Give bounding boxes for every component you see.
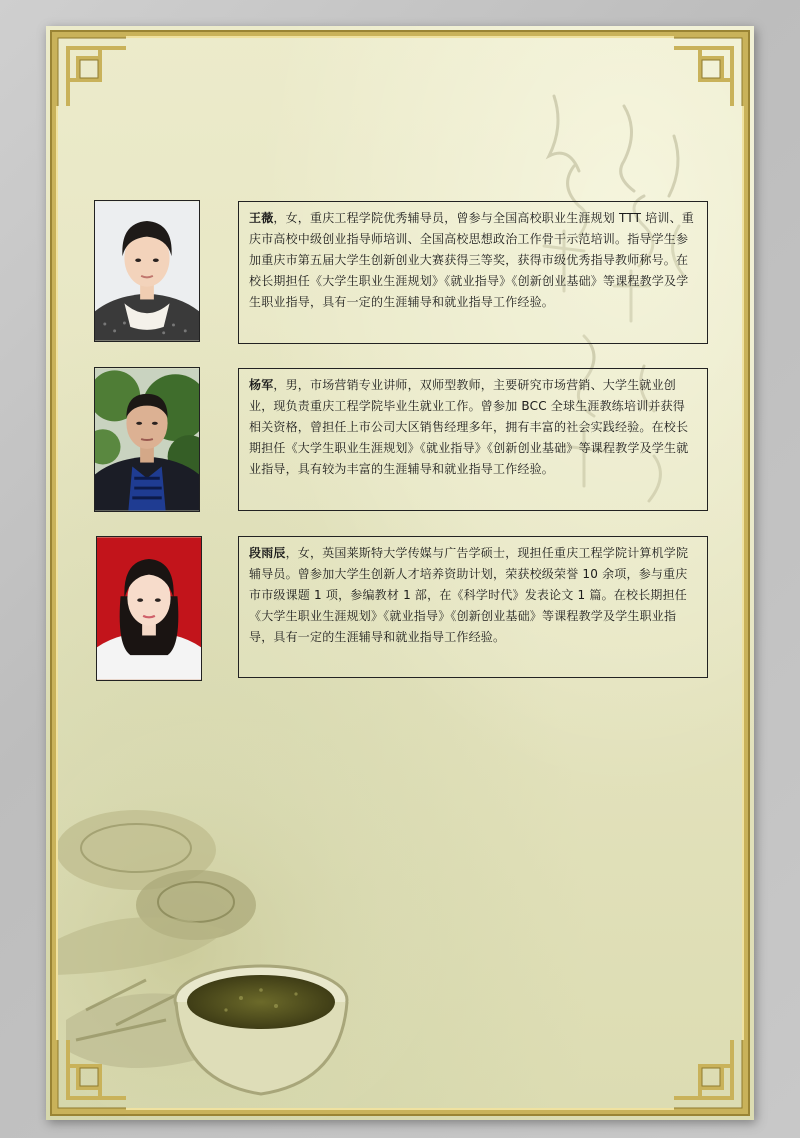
lattice-corner-ornament xyxy=(46,1032,134,1120)
bio-text-box xyxy=(238,536,708,678)
profile-name: 段雨辰 xyxy=(249,546,286,560)
profile-name: 王薇 xyxy=(249,211,274,225)
profile-photo xyxy=(96,536,202,681)
profile-photo xyxy=(94,367,200,512)
lattice-corner-ornament xyxy=(46,26,134,114)
lattice-corner-ornament xyxy=(666,1032,754,1120)
profile-bio: ，女，重庆工程学院优秀辅导员，曾参与全国高校职业生涯规划 TTT 培训、重庆市高校中级创业指导师培训、全国高校思想政治工作骨干示范培训。指导学生参加重庆市第五届大学生创新创业大赛获得三等奖，获得市级优秀指导教师称号。在校长期担任《大学生职业生涯规划》《就业指导》《创新创业基础》等课程教学及学生职业指导，具有一定的生涯辅导和就业指导工作经验。 xyxy=(249,211,695,309)
profile-photo xyxy=(94,200,200,342)
bio-text-box xyxy=(238,201,708,344)
bio-page xyxy=(46,26,754,1120)
lattice-corner-ornament xyxy=(666,26,754,114)
profile-bio: ，男，市场营销专业讲师，双师型教师，主要研究市场营销、大学生就业创业，现负责重庆工程学院毕业生就业工作。曾参加 BCC 全球生涯教练培训并获得相关资格，曾担任上市公司大区销售经理多年，拥有丰富的社会实践经验。在校长期担任《大学生职业生涯规划》《就业指导》《创新创业基础》等课程教学及学生就业指导，具有较为丰富的生涯辅导和就业指导工作经验。 xyxy=(249,378,689,476)
profile-bio: ，女，英国莱斯特大学传媒与广告学硕士，现担任重庆工程学院计算机学院辅导员。曾参加大学生创新人才培养资助计划，荣获校级荣誉 10 余项，参与重庆市市级课题 1 项，参编教材 1 部，在《科学时代》发表论文 1 篇。在校长期担任《大学生职业生涯规划》《就业指导》《创新创业基础》等课程教学及学生职业指导，具有一定的生涯辅导和就业指导工作经验。 xyxy=(249,546,689,644)
profile-name: 杨军 xyxy=(249,378,274,392)
bio-text-box xyxy=(238,368,708,511)
